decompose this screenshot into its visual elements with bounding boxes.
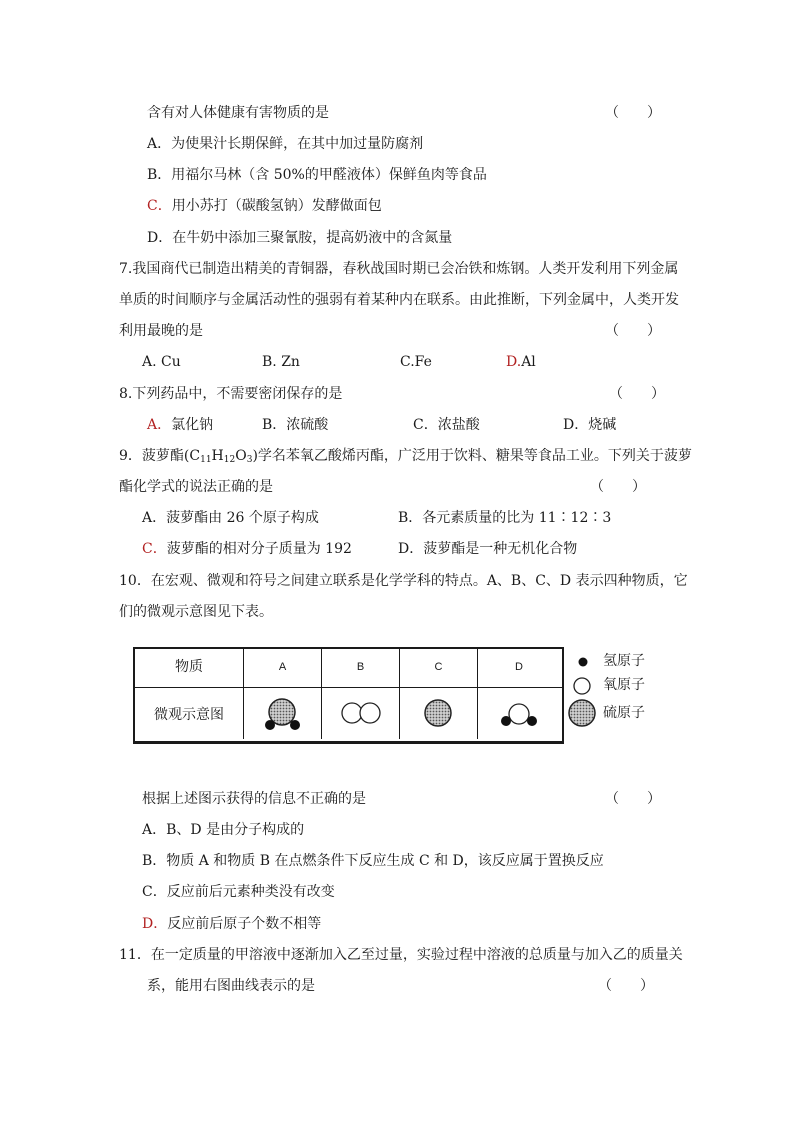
option-letter: D． [563, 417, 589, 433]
option-text: 用福尔马林（含 50%的甲醛液体）保鲜鱼肉等食品 [171, 167, 487, 183]
q11-line-2: 系，能用右图曲线表示的是 [147, 978, 315, 994]
option-text: Cu [156, 354, 181, 370]
q6-option-d [147, 228, 452, 248]
q9-sub-h: 12 [223, 455, 236, 465]
option-text: Zn [276, 354, 300, 370]
molecule-a-h2s [261, 695, 305, 735]
q10-stem: 根据上述图示获得的信息不正确的是 [142, 791, 366, 807]
legend-hydrogen-label: 氢原子 [603, 653, 645, 669]
oxygen-atom-icon [509, 704, 529, 724]
q8-option-a [147, 415, 213, 435]
q9-suffix: )学名苯氧乙酸烯丙酯，广泛用于饮料、糖果等食品工业。下列关于菠萝 [252, 448, 692, 464]
option-letter: A. [142, 354, 157, 370]
oxygen-atom-icon [342, 703, 362, 723]
q8-option-b [262, 415, 328, 435]
option-text: 浓硫酸 [286, 417, 329, 433]
legend-oxygen-icon [572, 676, 592, 696]
option-text: 在牛奶中添加三聚氰胺，提高奶液中的含氮量 [172, 230, 453, 246]
q10-option-c [142, 882, 335, 902]
q9-line-2: 酯化学式的说法正确的是 [119, 479, 273, 495]
option-letter: B. [262, 354, 277, 370]
option-letter: C. [400, 354, 415, 370]
option-text: Fe [414, 354, 432, 370]
option-text: 用小苏打（碳酸氢钠）发酵做面包 [171, 198, 382, 214]
table-col-b: B [356, 661, 365, 673]
option-text: 反应前后元素种类没有改变 [166, 884, 335, 900]
molecule-b-o2 [340, 701, 384, 725]
q9-h: H [211, 448, 224, 464]
option-text: 菠萝酯的相对分子质量为 192 [166, 541, 352, 557]
q11-line-1: 11．在一定质量的甲溶液中逐渐加入乙至过量，实验过程中溶液的总质量与加入乙的质量关 [119, 947, 683, 963]
option-letter: B． [398, 510, 423, 526]
molecule-d-h2o [497, 701, 541, 731]
option-letter-answer: C． [142, 541, 167, 557]
hydrogen-atom-icon [265, 720, 275, 730]
table-col-a: A [278, 661, 287, 673]
option-text: 物质 A 和物质 B 在点燃条件下反应生成 C 和 D，该反应属于置换反应 [166, 853, 604, 869]
option-letter-answer: A． [147, 417, 172, 433]
q10-answer-paren[interactable]: （ ） [605, 791, 661, 807]
q7-option-b [262, 352, 300, 372]
option-text: B、D 是由分子构成的 [166, 822, 305, 838]
hydrogen-atom-icon [501, 716, 511, 726]
q9-option-c [142, 539, 352, 559]
q6-option-b [147, 165, 487, 185]
q9-option-a [142, 508, 319, 528]
q9-sub-c: 11 [200, 455, 212, 465]
q9-option-b [398, 508, 611, 528]
option-letter: D． [147, 230, 173, 246]
q6-option-c [147, 196, 382, 216]
q6-option-a [147, 134, 423, 154]
option-letter: A． [142, 510, 167, 526]
q9-prefix: 9．菠萝酯(C [119, 448, 201, 464]
q6-stem: 含有对人体健康有害物质的是 [147, 105, 329, 121]
table-row-label: 微观示意图 [154, 707, 224, 723]
q8-option-c [413, 415, 480, 435]
q10-option-a [142, 820, 304, 840]
q10-option-d [142, 914, 321, 934]
option-letter: B． [147, 167, 172, 183]
q10-line-2: 们的微观示意图见下表。 [119, 604, 273, 620]
q9-sub-o: 3 [246, 455, 253, 465]
molecule-table [133, 647, 662, 741]
table-row-divider [135, 687, 562, 688]
q6-answer-paren[interactable]: （ ） [605, 105, 661, 121]
q7-option-a [142, 352, 181, 372]
q10-option-b [142, 851, 604, 871]
option-text: Al [521, 354, 536, 370]
q10-line-1: 10．在宏观、微观和符号之间建立联系是化学学科的特点。A、B、C、D 表示四种物质，它 [119, 573, 688, 589]
option-text: 为使果汁长期保鲜，在其中加过量防腐剂 [171, 136, 424, 152]
option-letter-answer: D. [506, 354, 522, 370]
q9-answer-paren[interactable]: （ ） [590, 479, 646, 495]
q11-answer-paren[interactable]: （ ） [598, 978, 654, 994]
option-text: 反应前后原子个数不相等 [167, 916, 322, 932]
option-letter: A． [142, 822, 167, 838]
table-col-d: D [515, 661, 523, 673]
legend-sulfur-icon [567, 698, 597, 728]
q9-o: O [235, 448, 247, 464]
legend-hydrogen-icon [576, 655, 590, 669]
option-letter: D． [398, 541, 424, 557]
molecule-c-s [423, 698, 453, 728]
q7-option-c [400, 352, 432, 372]
q7-option-d [506, 352, 536, 372]
hydrogen-atom-icon [290, 720, 300, 730]
legend-oxygen-label: 氧原子 [603, 677, 645, 693]
q8-stem: 8.下列药品中，不需要密闭保存的是 [119, 386, 343, 402]
table-header-label: 物质 [175, 659, 203, 675]
legend-sulfur-label: 硫原子 [603, 705, 645, 721]
q7-line-2: 单质的时间顺序与金属活动性的强弱有着某种内在联系。由此推断，下列金属中，人类开发 [119, 292, 679, 308]
table-col-c: C [434, 661, 443, 673]
q9-line-1 [119, 446, 692, 466]
option-letter-answer: D． [142, 916, 168, 932]
option-text: 菠萝酯由 26 个原子构成 [166, 510, 319, 526]
option-letter: B． [142, 853, 167, 869]
option-text: 烧碱 [588, 417, 617, 433]
oxygen-atom-icon [360, 703, 380, 723]
q8-option-d [563, 415, 616, 435]
option-letter: C． [413, 417, 438, 433]
option-text: 氯化钠 [171, 417, 214, 433]
hydrogen-atom-icon [527, 716, 537, 726]
option-letter: B． [262, 417, 287, 433]
q9-option-d [398, 539, 577, 559]
option-text: 各元素质量的比为 11∶12∶3 [422, 510, 612, 526]
q7-answer-paren[interactable]: （ ） [605, 323, 661, 339]
q8-answer-paren[interactable]: （ ） [609, 386, 665, 402]
q7-line-3: 利用最晚的是 [119, 323, 203, 339]
q7-line-1: 7.我国商代已制造出精美的青铜器，春秋战国时期已会冶铁和炼钢。人类开发利用下列金属 [119, 261, 679, 277]
option-letter: A． [147, 136, 172, 152]
sulfur-atom-icon [425, 700, 451, 726]
option-text: 浓盐酸 [437, 417, 480, 433]
option-letter-answer: C． [147, 198, 172, 214]
option-text: 菠萝酯是一种无机化合物 [423, 541, 578, 557]
option-letter: C． [142, 884, 167, 900]
